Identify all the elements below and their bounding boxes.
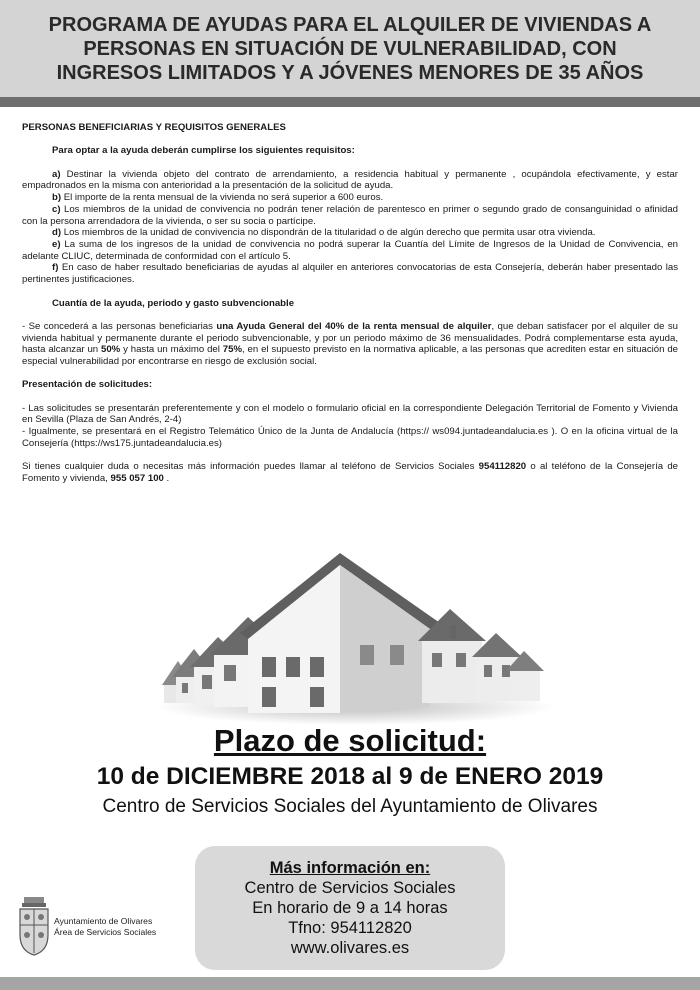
requisito-text: La suma de los ingresos de la unidad de convivencia no podrá superar la Cuantía del Límite de Ingresos de la Unidad de Convivencia, en adelante CLIUC, determinada de conformidad con el artículo 5. (22, 239, 678, 262)
requisito-d (22, 227, 678, 239)
info-line-horario: En horario de 9 a 14 horas (252, 899, 448, 917)
dudas-paragraph (22, 461, 678, 484)
requisito-letter: a) (52, 168, 61, 180)
requisito-b (22, 192, 678, 204)
info-line-website[interactable]: www.olivares.es (290, 939, 410, 957)
header-divider-bar (0, 97, 700, 107)
requisitos-intro: Para optar a la ayuda deberán cumplirse los siguientes requisitos: (52, 145, 355, 157)
footer-bar (0, 977, 700, 990)
coat-of-arms-icon (16, 895, 52, 957)
cuantia-text-1: - Se concederá a las personas beneficiarias (22, 320, 217, 332)
house-main (240, 553, 440, 713)
presentacion-title: Presentación de solicitudes: (22, 379, 153, 391)
info-line-phone: Tfno: 954112820 (288, 919, 412, 937)
header-banner (0, 0, 700, 97)
requisito-text: El importe de la renta mensual de la vivienda no será superior a 600 euros. (61, 192, 384, 204)
requisito-letter: d) (52, 227, 62, 239)
dudas-phone-1: 954112820 (478, 461, 527, 473)
houses-illustration (150, 545, 560, 725)
logo-caption (54, 916, 156, 938)
plazo-title: Plazo de solicitud: (213, 723, 487, 758)
header-title-line-2: PERSONAS EN SITUACIÓN DE VULNERABILIDAD, CON (83, 37, 617, 60)
cuantia-text-3: y hasta un máximo del (120, 344, 223, 356)
presentacion-item-2: - Igualmente, se presentará en el Registro Telemático Único de la Junta de Andalucía (https:// ws094.juntadeandalucia.es ). O en la oficina virtual de la Consejería (https://ws175.juntadeandalucia.es) (22, 426, 678, 449)
plazo-location: Centro de Servicios Sociales del Ayuntamiento de Olivares (102, 796, 598, 817)
cuantia-text-2: , que deban satisfacer por el alquiler de su vivienda habitual y permanente durante el periodo subvencionable, y por un periodo máximo de 36 mensualidades. Podrá complementarse esta ayuda, hasta alcanzar un (22, 320, 678, 356)
requisito-e (22, 239, 678, 262)
cuantia-title: Cuantía de la ayuda, periodo y gasto subvencionable (52, 297, 295, 309)
header-title-line-1: PROGRAMA DE AYUDAS PARA EL ALQUILER DE VIVIENDAS A (48, 13, 652, 36)
dudas-text-3: . (163, 472, 170, 484)
beneficiarios-title: PERSONAS BENEFICIARIAS Y REQUISITOS GENERALES (22, 122, 286, 133)
header-title-line-3: INGRESOS LIMITADOS Y A JÓVENES MENORES DE 35 AÑOS (56, 61, 644, 84)
requisito-letter: f) (52, 262, 59, 274)
requisito-text: En caso de haber resultado beneficiarias de ayudas al alquiler en anteriores convocatorias de esta Consejería, deberán haber presentado las pertinentes justificaciones. (22, 262, 678, 286)
dudas-text-2: o al teléfono de la Consejería de Fomento y vivienda, (22, 461, 678, 484)
requisito-c (22, 204, 678, 227)
cuantia-text-4: , en el supuesto previsto en la normativa aplicable, a las personas que acrediten estar en situación de especial vulnerabilidad por encontrarse en riesgo de exclusión social. (22, 344, 678, 367)
requisito-text: Los miembros de la unidad de convivencia no dispondrán de la titularidad o de algún derecho que permita usar otra vivienda. (61, 227, 596, 239)
plazo-dates: 10 de DICIEMBRE 2018 al 9 de ENERO 2019 (96, 763, 604, 790)
cuantia-highlight-2: 50% (101, 344, 121, 356)
requisito-a (22, 169, 678, 192)
requisito-letter: c) (52, 203, 61, 215)
logo-line-2: Área de Servicios Sociales (54, 927, 157, 937)
requisito-letter: e) (52, 239, 61, 250)
info-title: Más información en: (269, 859, 431, 877)
presentacion-item-1: - Las solicitudes se presentarán preferentemente y con el modelo o formulario oficial en la correspondiente Delegación Territorial de Fomento y Vivienda en Sevilla (Plaza de San Andrés, 2-4) (22, 402, 678, 426)
logo-line-1: Ayuntamiento de Olivares (54, 916, 153, 926)
dudas-phone-2: 955 057 100 (110, 472, 164, 484)
cuantia-highlight-3: 75% (222, 344, 242, 356)
cuantia-highlight-1: una Ayuda General del 40% de la renta mensual de alquiler (216, 320, 492, 332)
cuantia-paragraph (22, 321, 678, 368)
info-box (195, 846, 505, 970)
requisito-f (22, 262, 678, 285)
dudas-text-1: Si tienes cualquier duda o necesitas más información puedes llamar al teléfono de Servicios Sociales (22, 461, 479, 473)
requisito-text: Los miembros de la unidad de convivencia no podrán tener relación de parentesco en primer o segundo grado de consanguinidad o afinidad con la persona arrendadora de la vivienda, o ser su socia o partícipe. (22, 203, 678, 227)
requisito-text: Destinar la vivienda objeto del contrato de arrendamiento, a residencia habitual y permanente , ocupándola efectivamente, y estar empadronados en la misma con anterioridad a la presentación de la solicitud de ayuda. (22, 168, 678, 192)
info-line-centro: Centro de Servicios Sociales (244, 879, 456, 897)
document-body (22, 122, 678, 485)
requisito-letter: b) (52, 192, 62, 204)
